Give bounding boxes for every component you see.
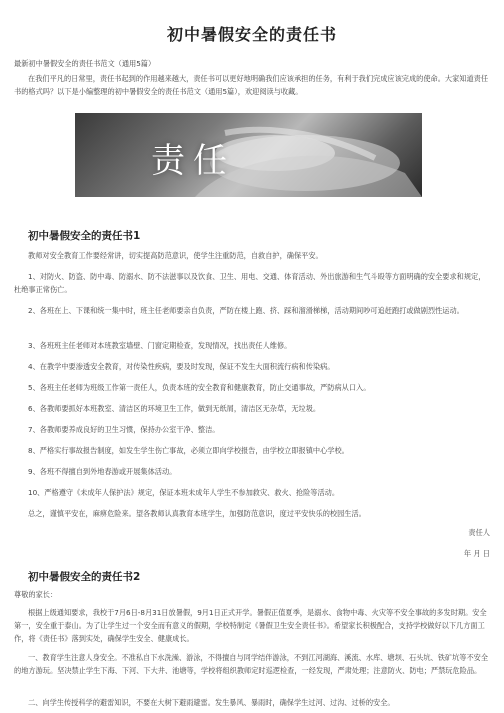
s1-paragraph: 9、各班不得擅自到外地春游或开展集体活动。: [28, 467, 177, 476]
s2-paragraph: 二、向学生传授科学的避雷知识，不要在大树下避雨避雷。发生暴风、暴雨时，确保学生过河、过沟、过桥的安全。: [28, 698, 395, 707]
s2-paragraph: 根据上级通知要求，我校于7月6日-8月31日放暑假，9月1日正式开学。暑假正值夏季，是溺水、食物中毒、火灾等不安全事故的多发时期。安全第一，安全重于泰山。为了让学生过一个安全而有意义的假期，学校特制定《暑假卫生安全责任书》。希望家长积极配合，支持学校做好以下几方面工作，将《责任书》落到实处，确保学生安全、健康成长。: [14, 608, 487, 643]
s1-paragraph: 1、对防火、防盗、防中毒、防溺水、防不法滋事以及饮食、卫生、用电、交通、体育活动、外出旅游和生气斗殴等方面明确的安全要求和规定，杜绝事正常伤亡。: [14, 272, 486, 294]
sign-date: 年 月 日: [463, 549, 490, 558]
sign-role: 责任人: [468, 528, 490, 537]
s1-paragraph: 6、各教师要抓好本班教室、清洁区的环境卫生工作，做到无纸屑，清洁区无杂草，无垃圾。: [28, 404, 321, 413]
hands-photo: [75, 113, 422, 197]
s2-paragraph: 一、教育学生注意人身安全。不准私自下水洗澡、游泳，不得擅自与同学结伴游泳，不到江河湖海、溪流、水库、塘坝、石头坑、铁矿坑等不安全的地方游玩。坚决禁止学生下海、下河、下大井、池塘等，学校将组织教师定时巡逻检查，一经发现，严肃处理；注意防火、防电；严禁玩危险品。: [14, 653, 489, 675]
s1-paragraph: 8、严格实行事故报告制度，如发生学生伤亡事故，必须立即向学校报告，由学校立即报镇中心学校。: [28, 446, 349, 455]
intro-heading: 最新初中暑假安全的责任书范文（通用5篇）: [14, 59, 156, 68]
hero-image: [75, 113, 422, 197]
s1-paragraph: 总之，谨慎平安在，麻痹危险来。望各教师认真教育本班学生，加强防范意识，度过平安快乐的校园生活。: [28, 509, 366, 518]
section-1-heading: 初中暑假安全的责任书1: [28, 230, 141, 242]
s2-greeting: 尊敬的家长：: [14, 590, 58, 599]
s1-paragraph: 4、在教学中要渗透安全教育，对传染性疾病，要及时发现，保证不发生大面积流行病和传染病。: [28, 362, 335, 371]
s1-paragraph: 教师对安全教育工作要经常讲，切实提高防范意识，使学生注重防范，自救自护，确保平安。: [28, 251, 323, 260]
s1-paragraph: 7、各教师要养成良好的卫生习惯，保持办公室干净、整洁。: [28, 425, 220, 434]
page-title: 初中暑假安全的责任书: [166, 25, 337, 44]
s1-paragraph: 5、各班主任老师为班级工作第一责任人，负责本班的安全教育和健康教育，防止交通事故，严防病从口入。: [28, 383, 371, 392]
intro-paragraph: 在我们平凡的日常里，责任书起到的作用越来越大，责任书可以更好地明确我们应该承担的任务，有利于我们完成应该完成的使命。大家知道责任书的格式吗？以下是小编整理的初中暑假安全的责任书范文（通用5篇），欢迎阅读与收藏。: [14, 74, 489, 96]
s1-paragraph: 3、各班班主任老师对本班教室墙壁、门窗定期检查，发现情况，找出责任人维修。: [28, 341, 292, 350]
section-2-heading: 初中暑假安全的责任书2: [28, 571, 141, 583]
hero-overlay-text: 责任: [151, 141, 235, 181]
s1-paragraph: 2、各班在上、下课和统一集中时，班主任老师要亲自负责，严防在楼上跑、挤、踩和溜滑梯梯，活动期间吵可追赶跑打或做剧烈性运动。: [28, 306, 464, 315]
s1-paragraph: 10、严格遵守《未成年人保护法》规定，保证本班未成年人学生不参加救灾、救火、抢险等活动。: [28, 488, 340, 497]
